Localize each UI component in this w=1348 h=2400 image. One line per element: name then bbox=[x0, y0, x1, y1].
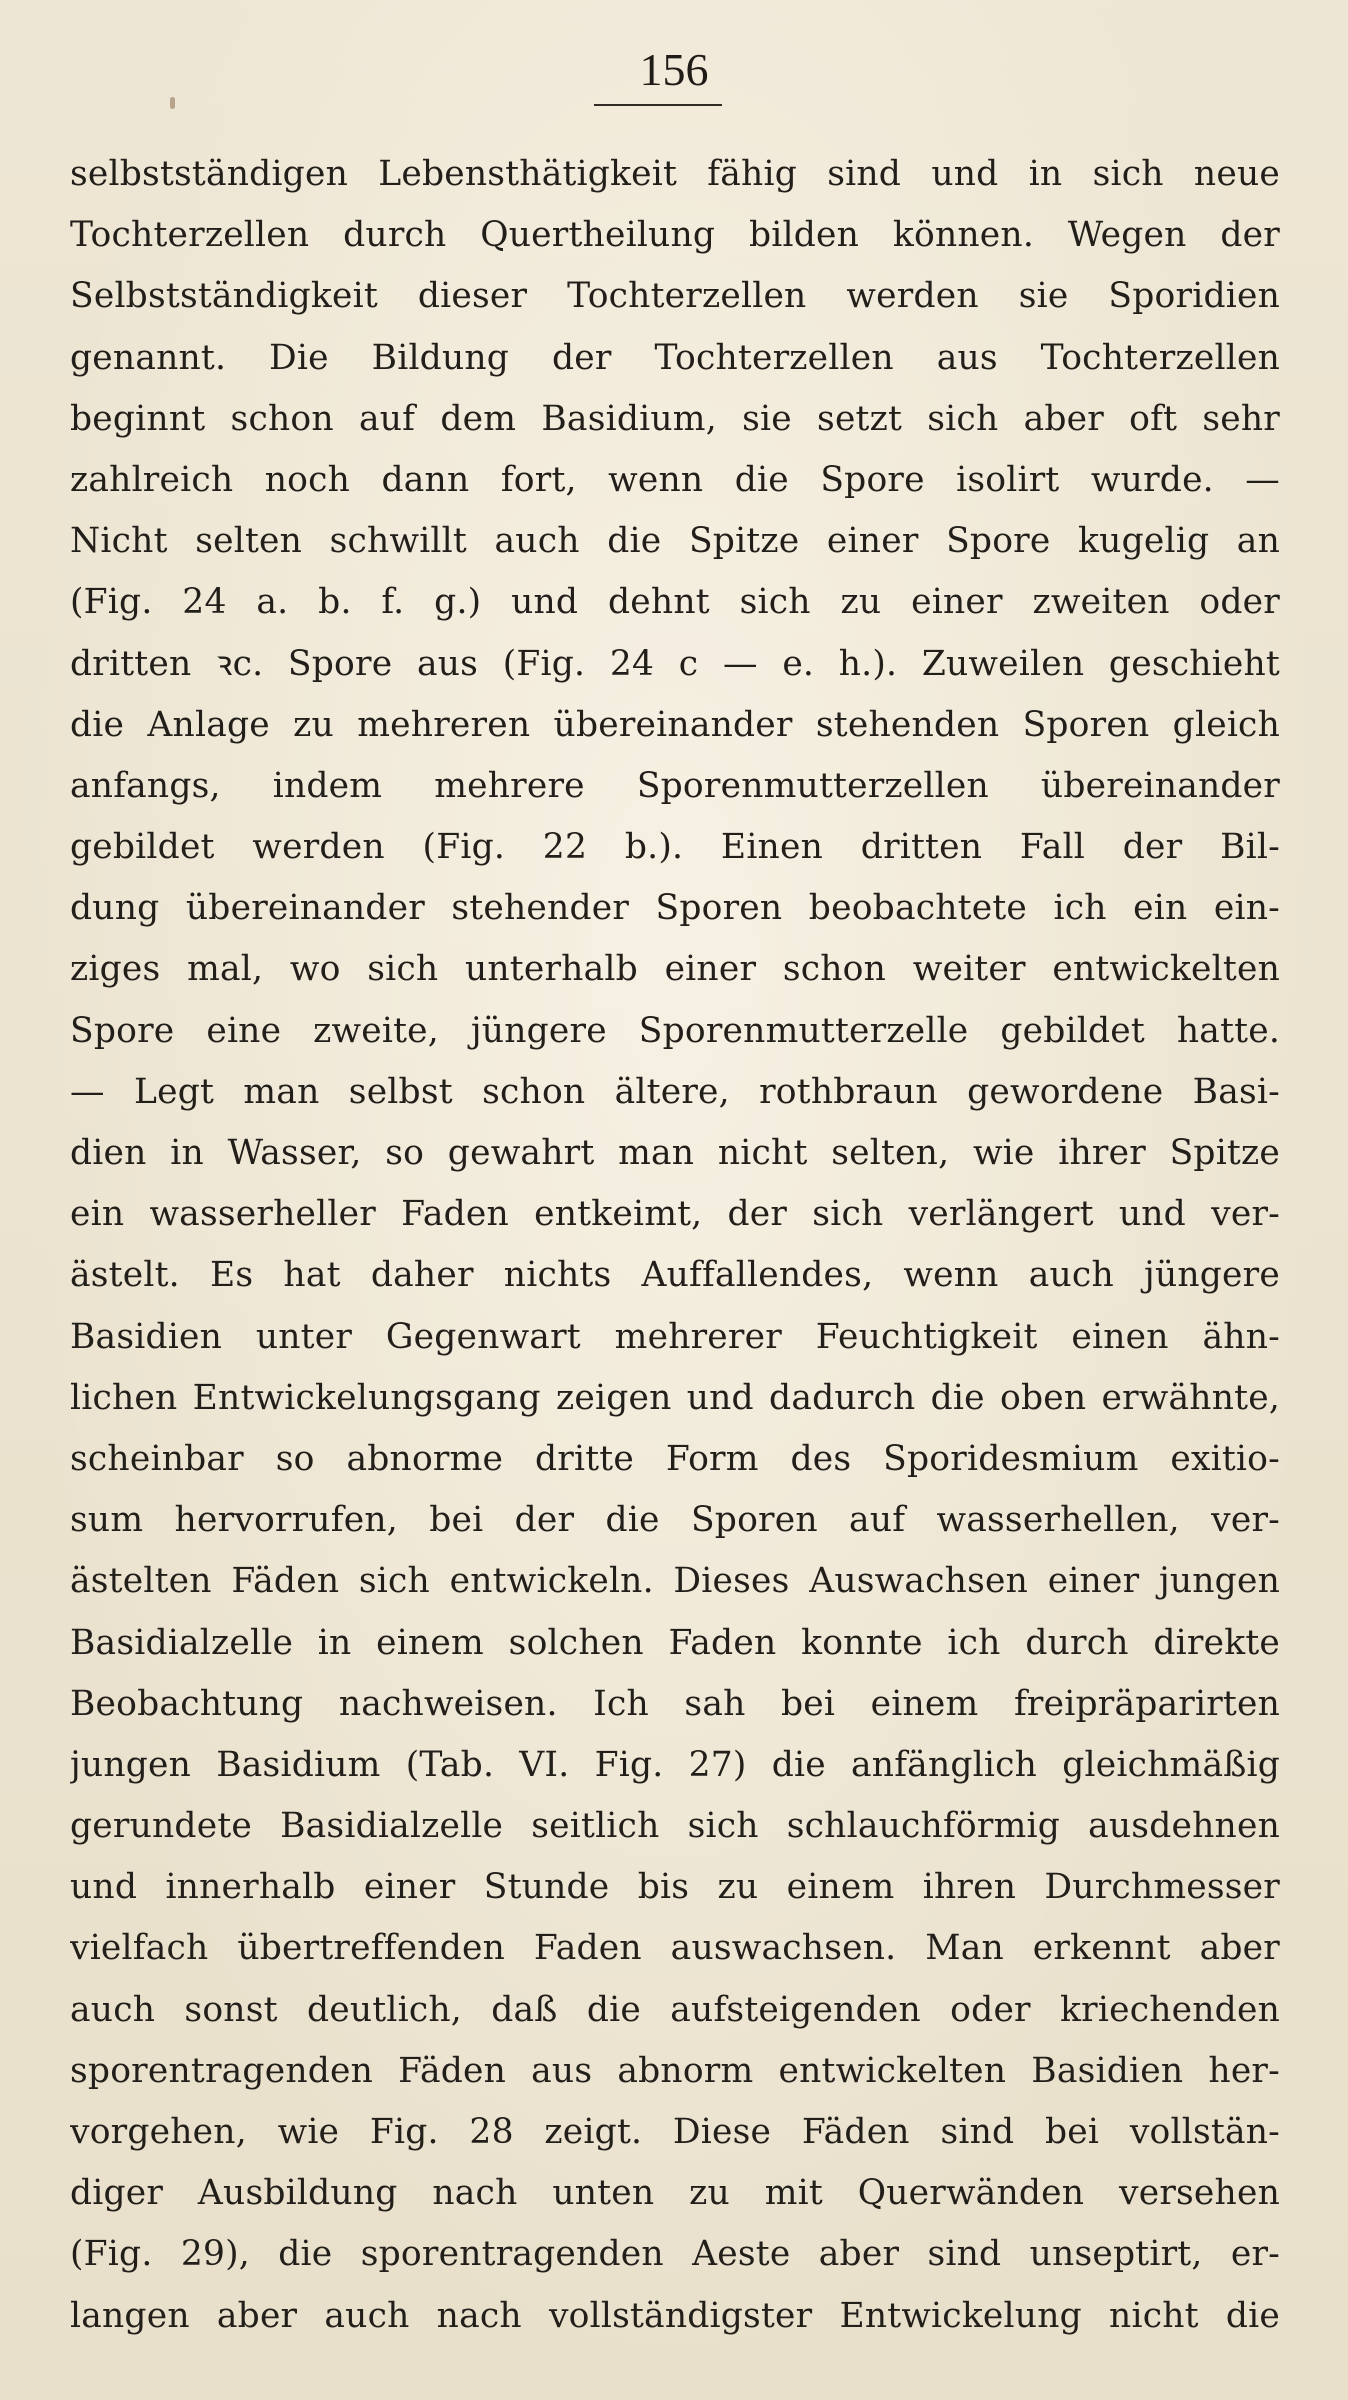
text-line: ein wasserheller Faden entkeimt, der sich verlängert und ver- bbox=[70, 1194, 1280, 1235]
text-line: sporentragenden Fäden aus abnorm entwickelten Basidien her- bbox=[70, 2050, 1280, 2091]
page-number-rule bbox=[594, 104, 722, 106]
text-line: langen aber auch nach vollständigster Entwickelung nicht die bbox=[70, 2295, 1280, 2336]
text-line: — Legt man selbst schon ältere, rothbraun gewordene Basi- bbox=[70, 1071, 1280, 1112]
text-line: Spore eine zweite, jüngere Sporenmutterzelle gebildet hatte. bbox=[70, 1010, 1280, 1051]
body-text bbox=[70, 144, 1280, 2347]
text-line: Nicht selten schwillt auch die Spitze einer Spore kugelig an bbox=[70, 521, 1280, 562]
text-line: selbstständigen Lebensthätigkeit fähig sind und in sich neue bbox=[70, 154, 1280, 194]
text-line: auch sonst deutlich, daß die aufsteigenden oder kriechenden bbox=[70, 1989, 1280, 2030]
text-line: ästelt. Es hat daher nichts Auffallendes, wenn auch jüngere bbox=[70, 1255, 1280, 1296]
text-line: diger Ausbildung nach unten zu mit Querwänden versehen bbox=[70, 2173, 1280, 2214]
text-line: lichen Entwickelungsgang zeigen und dadurch die oben erwähnte, bbox=[70, 1377, 1280, 1418]
text-line: ästelten Fäden sich entwickeln. Dieses Auswachsen einer jungen bbox=[70, 1561, 1280, 1602]
text-line: dung übereinander stehender Sporen beobachtete ich ein ein- bbox=[70, 888, 1280, 929]
text-line: Tochterzellen durch Quertheilung bilden können. Wegen der bbox=[70, 215, 1280, 256]
text-line: dritten ꝛc. Spore aus (Fig. 24 c — e. h.). Zuweilen geschieht bbox=[70, 643, 1280, 684]
text-line: sum hervorrufen, bei der die Sporen auf wasserhellen, ver- bbox=[70, 1500, 1280, 1541]
text-line: scheinbar so abnorme dritte Form des Sporidesmium exitio- bbox=[70, 1438, 1280, 1479]
text-line: und innerhalb einer Stunde bis zu einem ihren Durchmesser bbox=[70, 1867, 1280, 1908]
text-line: Beobachtung nachweisen. Ich sah bei einem freipräparirten bbox=[70, 1683, 1280, 1724]
text-line: vorgehen, wie Fig. 28 zeigt. Diese Fäden sind bei vollstän- bbox=[70, 2112, 1280, 2152]
text-line: anfangs, indem mehrere Sporenmutterzellen übereinander bbox=[70, 765, 1280, 806]
text-line: gebildet werden (Fig. 22 b.). Einen dritten Fall der Bil- bbox=[70, 827, 1280, 868]
text-line: beginnt schon auf dem Basidium, sie setzt sich aber oft sehr bbox=[70, 398, 1280, 439]
text-line: die Anlage zu mehreren übereinander stehenden Sporen gleich bbox=[70, 704, 1280, 745]
text-line: dien in Wasser, so gewahrt man nicht selten, wie ihrer Spitze bbox=[70, 1133, 1280, 1173]
text-line: (Fig. 29), die sporentragenden Aeste aber sind unseptirt, er- bbox=[70, 2234, 1280, 2275]
paper-stain bbox=[170, 97, 175, 109]
text-line: zahlreich noch dann fort, wenn die Spore isolirt wurde. — bbox=[70, 459, 1280, 500]
text-line: jungen Basidium (Tab. VI. Fig. 27) die anfänglich gleichmäßig bbox=[70, 1744, 1280, 1785]
text-line: genannt. Die Bildung der Tochterzellen aus Tochterzellen bbox=[70, 337, 1280, 378]
text-line: vielfach übertreffenden Faden auswachsen. Man erkennt aber bbox=[70, 1928, 1280, 1969]
text-line: gerundete Basidialzelle seitlich sich schlauchförmig ausdehnen bbox=[70, 1806, 1280, 1847]
text-line: (Fig. 24 a. b. f. g.) und dehnt sich zu einer zweiten oder bbox=[70, 582, 1280, 623]
page-number: 156 bbox=[639, 44, 709, 95]
text-line: Basidien unter Gegenwart mehrerer Feuchtigkeit einen ähn- bbox=[70, 1316, 1280, 1357]
text-line: ziges mal, wo sich unterhalb einer schon weiter entwickelten bbox=[70, 949, 1280, 990]
text-line: Selbstständigkeit dieser Tochterzellen werden sie Sporidien bbox=[70, 276, 1280, 317]
text-line: Basidialzelle in einem solchen Faden konnte ich durch direkte bbox=[70, 1622, 1280, 1663]
